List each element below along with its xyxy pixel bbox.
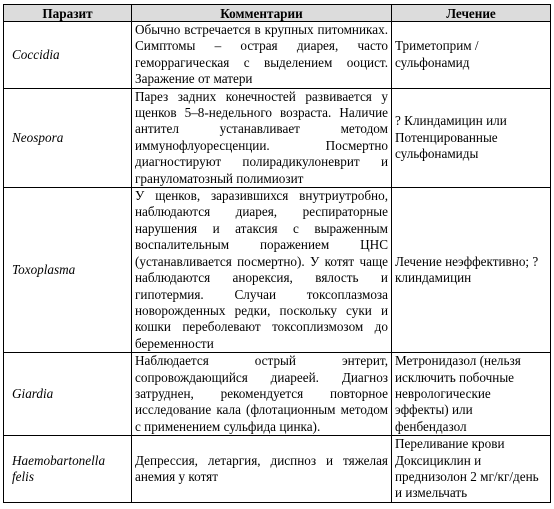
document-page (3, 4, 551, 503)
parasite-name: Haemobartonella felis (4, 436, 132, 503)
comment-cell: Наблюдается острый энтерит, сопровождающийся диареей. Диагноз затруднен, рекомендуется повторное исследование кала (флотационным методом с применением сульфида цинка). (132, 353, 392, 436)
treatment-cell: Триметоприм / сульфонамид (392, 22, 551, 89)
comment-cell: Парез задних конечностей развивается у щенков 5–8-недельного возраста. Наличие антител устанавливает методом иммунофлуоресценции. Посмертно диагностируют полирадикулоневрит и грануломатозный полимиозит (132, 88, 392, 187)
header-row (4, 5, 551, 22)
treatment-cell: Лечение неэффективно; ? клиндамицин (392, 188, 551, 353)
parasite-table (3, 4, 551, 503)
header-comments: Комментарии (132, 5, 392, 22)
comment-cell: У щенков, заразившихся внутриутробно, наблюдаются диарея, респираторные нарушения и атаксия с выраженным воспалительным поражением ЦНС (устанавливается посмертно). У котят чаще наблюдаются анорексия, вялость и гипотермия. Случаи токсоплазмоза новорожденных редки, поскольку суки и кошки переболевают токсоплизмозом до беременности (132, 188, 392, 353)
table-row (4, 88, 551, 187)
table-row (4, 188, 551, 353)
parasite-name: Coccidia (4, 22, 132, 89)
header-treatment: Лечение (392, 5, 551, 22)
table-row (4, 353, 551, 436)
comment-cell: Депрессия, летаргия, диспноз и тяжелая анемия у котят (132, 436, 392, 503)
header-parasite: Паразит (4, 5, 132, 22)
parasite-name: Toxoplasma (4, 188, 132, 353)
parasite-name: Neospora (4, 88, 132, 187)
table-row (4, 22, 551, 89)
treatment-cell: Метронидазол (нельзя исключить побочные неврологические эффекты) или фенбендазол (392, 353, 551, 436)
comment-cell: Обычно встречается в крупных питомниках. Симптомы – острая диарея, часто геморрагическая с выделением ооцист. Заражение от матери (132, 22, 392, 89)
treatment-cell: ? Клиндамицин или Потенцированные сульфонамиды (392, 88, 551, 187)
parasite-name: Giardia (4, 353, 132, 436)
treatment-cell: Переливание крови Доксициклин и преднизолон 2 мг/кг/день и измельчать (392, 436, 551, 503)
table-header (4, 5, 551, 22)
table-body (4, 22, 551, 503)
table-row (4, 436, 551, 503)
